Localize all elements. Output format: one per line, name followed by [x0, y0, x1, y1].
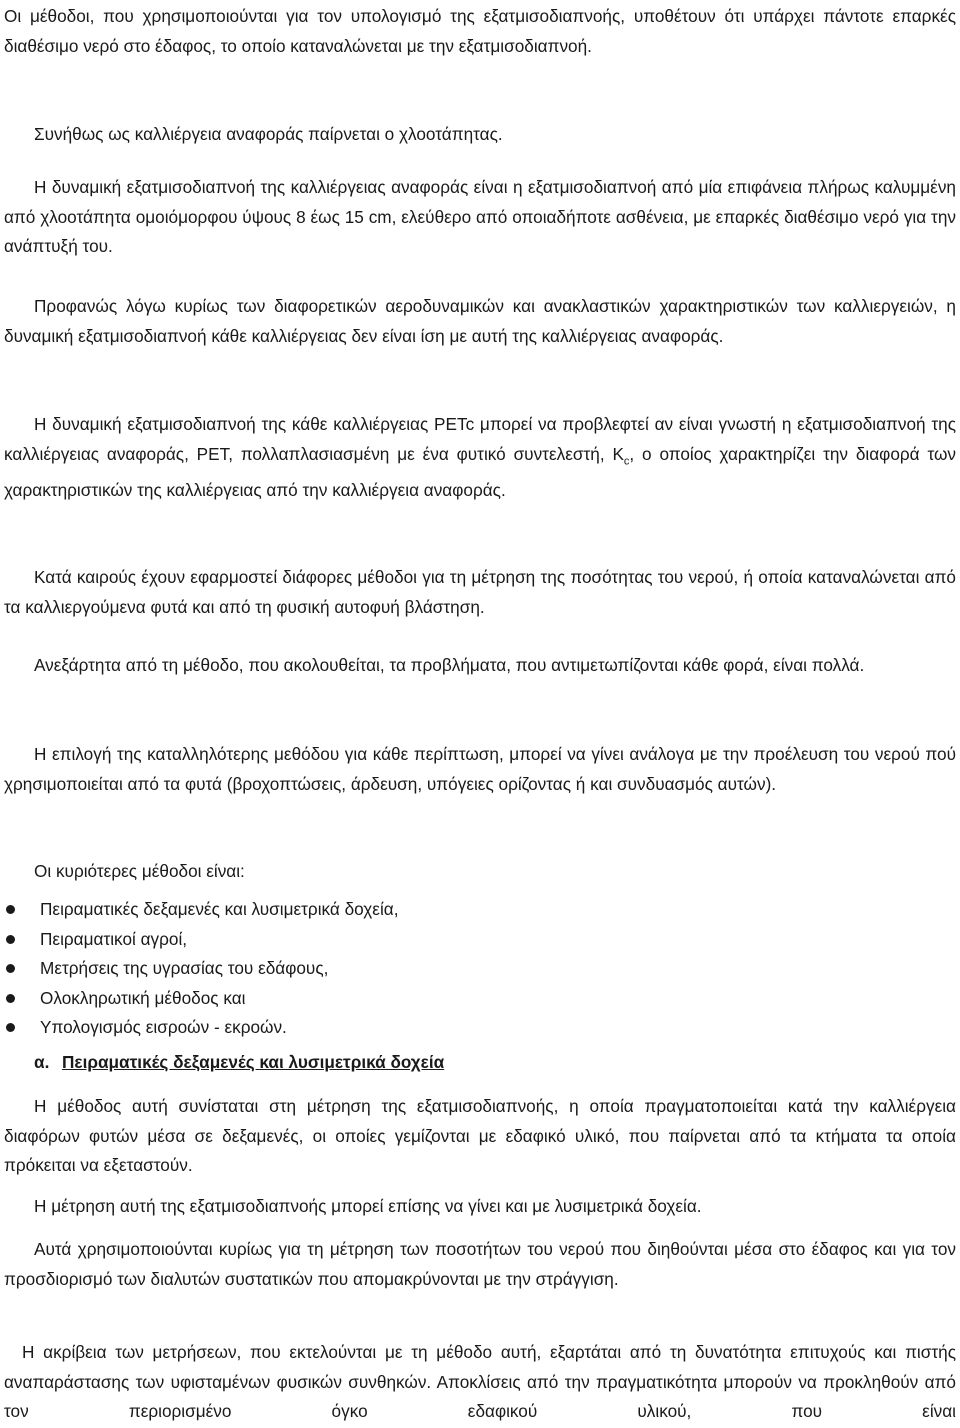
paragraph-5 — [4, 410, 956, 506]
paragraph-9 — [4, 857, 956, 887]
list-item — [4, 984, 944, 1014]
list-item — [4, 1013, 944, 1043]
bullet-icon — [6, 964, 15, 973]
list-item — [4, 895, 944, 925]
paragraph-13 — [4, 1338, 956, 1427]
list-item-text: Πειραματικές δεξαμενές και λυσιμετρικά δοχεία, — [40, 899, 399, 919]
section-title: Πειραματικές δεξαμενές και λυσιμετρικά δοχεία — [62, 1052, 445, 1072]
paragraph-2-text: Συνήθως ως καλλιέργεια αναφοράς παίρνεται ο χλοοτάπητας. — [34, 124, 503, 144]
paragraph-3-text: Η δυναμική εξατμισοδιαπνοή της καλλιέργειας αναφοράς είναι η εξατμισοδιαπνοή από μία επιφάνεια πλήρως καλυμμένη από χλοοτάπητα ομοιόμορφου ύψους 8 έως 15 cm, ελεύθερο από οποιαδήποτε ασθένεια, με επαρκές διαθέσιμο νερό για την ανάπτυξή του. — [4, 177, 956, 256]
methods-list — [4, 895, 944, 1043]
list-item-text: Μετρήσεις της υγρασίας του εδάφους, — [40, 958, 329, 978]
paragraph-9-text: Οι κυριότερες μέθοδοι είναι: — [34, 861, 245, 881]
paragraph-1-text: Οι μέθοδοι, που χρησιμοποιούνται για τον υπολογισμό της εξατμισοδιαπνοής, υποθέτουν ότι υπάρχει πάντοτε επαρκές διαθέσιμο νερό στο έδαφος, το οποίο καταναλώνεται με την εξατμισοδιαπνοή. — [4, 6, 956, 56]
paragraph-8 — [4, 740, 956, 799]
paragraph-5-text-b: , ο οποίος χαρακτηρίζει την διαφορά των χαρακτηριστικών της καλλιέργειας από την καλλιέργεια αναφοράς. — [4, 443, 956, 501]
paragraph-6 — [4, 563, 956, 622]
bullet-icon — [6, 1023, 15, 1032]
bullet-icon — [6, 994, 15, 1003]
paragraph-4-text: Προφανώς λόγω κυρίως των διαφορετικών αεροδυναμικών και ανακλαστικών χαρακτηριστικών των καλλιεργειών, η δυναμική εξατμισοδιαπνοή κάθε καλλιέργειας δεν είναι ίση με αυτή της καλλιέργειας αναφοράς. — [4, 296, 956, 346]
section-heading — [34, 1048, 444, 1078]
paragraph-10-text: Η μέθοδος αυτή συνίσταται στη μέτρηση της εξατμισοδιαπνοής, η οποία πραγματοποιείται κατά την καλλιέργεια διαφόρων φυτών μέσα σε δεξαμενές, οι οποίες γεμίζονται με εδαφικό υλικό, που παίρνεται από τα κτήματα τα οποία πρόκειται να εξεταστούν. — [4, 1096, 956, 1175]
paragraph-10 — [4, 1092, 956, 1181]
paragraph-5-text-a: Η δυναμική εξατμισοδιαπνοή της κάθε καλλιέργειας PETc μπορεί να προβλεφτεί αν είναι γνωστή η εξατμισοδιαπνοή της καλλιέργειας αναφοράς, PET, πολλαπλασιασμένη με ένα φυτικό συντελεστή, K — [4, 414, 956, 464]
paragraph-7-text: Ανεξάρτητα από τη μέθοδο, που ακολουθείται, τα προβλήματα, που αντιμετωπίζονται κάθε φορά, είναι πολλά. — [34, 655, 865, 675]
list-item-text: Πειραματικοί αγροί, — [40, 928, 188, 949]
bullet-icon — [6, 935, 15, 944]
paragraph-13-text: Η ακρίβεια των μετρήσεων, που εκτελούνται με τη μέθοδο αυτή, εξαρτάται από τη δυνατότητα επιτυχούς και πιστής αναπαράστασης των υφισταμένων φυσικών συνθηκών. Αποκλίσεις από την πραγματικότητα μπορούν να προκληθούν από τον περιορισμένο όγκο εδαφικού υλικού, που είναι — [4, 1342, 956, 1421]
paragraph-11-text: Η μέτρηση αυτή της εξατμισοδιαπνοής μπορεί επίσης να γίνει και με λυσιμετρικά δοχεία. — [34, 1196, 702, 1216]
paragraph-8-text: Η επιλογή της καταλληλότερης μεθόδου για κάθε περίπτωση, μπορεί να γίνει ανάλογα με την προέλευση του νερού πού χρησιμοποιείται από τα φυτά (βροχοπτώσεις, άρδευση, υπόγειες ορίζοντας ή και συνδυασμός αυτών). — [4, 744, 956, 794]
section-number: α. — [34, 1052, 50, 1072]
paragraph-1 — [4, 2, 956, 61]
bullet-icon — [6, 905, 15, 914]
list-item-text: Ολοκληρωτική μέθοδος και — [40, 987, 246, 1008]
paragraph-12-text: Αυτά χρησιμοποιούνται κυρίως για τη μέτρηση των ποσοτήτων του νερού που διηθούνται μέσα στο έδαφος και για τον προσδιορισμό των διαλυτών συστατικών που απομακρύνονται με την στράγγιση. — [4, 1239, 956, 1289]
list-item — [4, 954, 944, 984]
paragraph-4 — [4, 292, 956, 351]
paragraph-3 — [4, 173, 956, 262]
coefficient-subscript: c — [623, 454, 630, 467]
paragraph-12 — [4, 1235, 956, 1294]
paragraph-7 — [4, 651, 956, 681]
list-item — [4, 925, 944, 955]
paragraph-6-text: Κατά καιρούς έχουν εφαρμοστεί διάφορες μέθοδοι για τη μέτρηση της ποσότητας του νερού, ή οποία καταναλώνεται από τα καλλιεργούμενα φυτά και από τη φυσική αυτοφυή βλάστηση. — [4, 567, 956, 617]
paragraph-11 — [4, 1192, 956, 1222]
list-item-text: Υπολογισμός εισροών - εκροών. — [40, 1017, 287, 1037]
paragraph-2 — [4, 120, 956, 150]
